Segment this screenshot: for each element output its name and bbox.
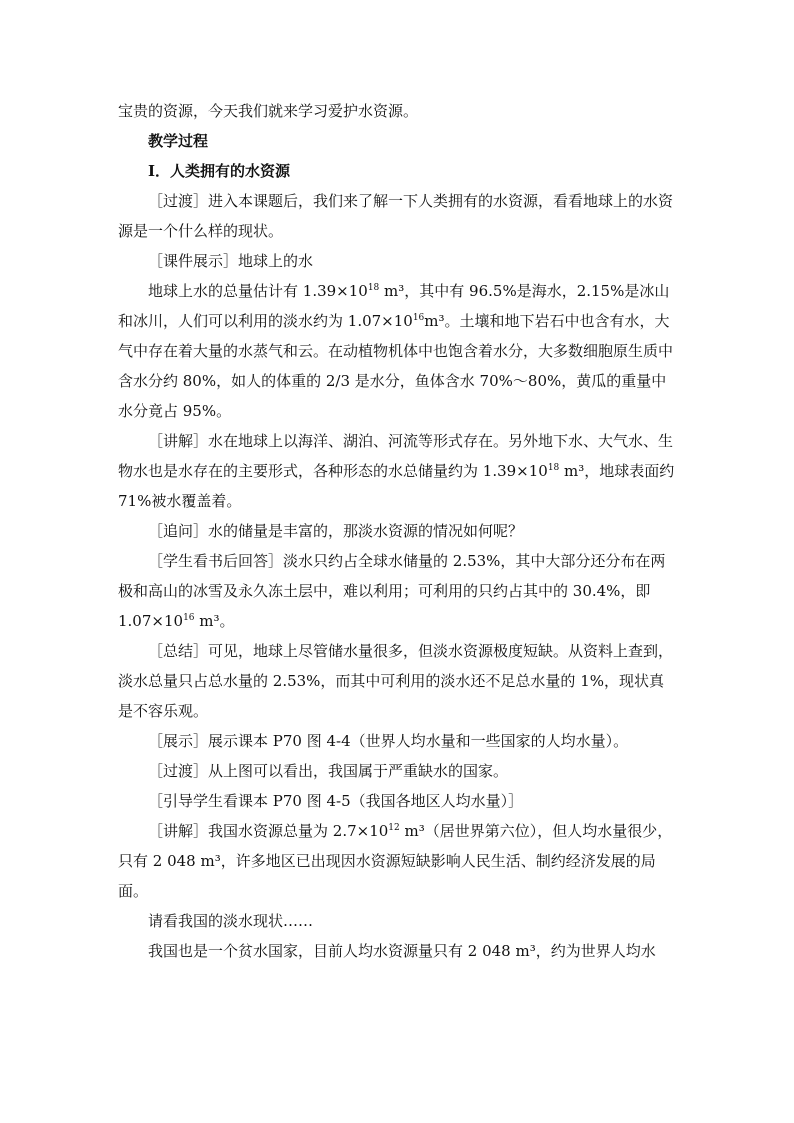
paragraph-earth-water: 地球上水的总量估计有 $1.39\times 10^{18}$ m³，其中有 96.5%是海水，2.15%是冰山和冰川，人们可以利用的淡水约为 $1.07\times 10^{16}m^3$。土壤和地下岩石中也含有水，大气中存在着大量的水蒸气和云。在动植物机体中也饱含着水分，大多数细胞原生质中含水分约 80%，如人的体重的 2/3 是水分，鱼体含水 70%～80%，黄瓜的重量中水分竟占 95%。 — [118, 282, 674, 420]
paragraph-china-status: 请看我国的淡水现状…… — [148, 912, 314, 930]
subsection-heading: Ⅰ．人类拥有的水资源 — [148, 162, 291, 180]
document-page — [118, 96, 676, 966]
paragraph-summary: ［总结］可见，地球上尽管储水量很多，但淡水资源极度短缺。从资料上查到，淡水总量只占总水量的 2.53%，而其中可利用的淡水还不足总水量的 1%，现状真是不容乐观。 — [118, 642, 674, 720]
paragraph-student-answer: ［学生看书后回答］淡水只约占全球水储量的 2.53%，其中大部分还分布在两极和高山的冰雪及永久冻土层中，难以利用；可利用的只约占其中的 30.4%，即 $1.07\times 10^{16}$ m³。 — [118, 552, 666, 630]
paragraph-guide: ［引导学生看课本 P70 图 4-5（我国各地区人均水量）］ — [148, 792, 524, 810]
paragraph-explanation: ［讲解］水在地球上以海洋、湖泊、河流等形式存在。另外地下水、大气水、生物水也是水存在的主要形式，各种形态的水总储量约为 $1.39\times 10^{18}$ m³，地球表面约 71%被水覆盖着。 — [118, 432, 675, 510]
section-heading: 教学过程 — [148, 132, 209, 150]
paragraph-question: ［追问］水的储量是丰富的，那淡水资源的情况如何呢？ — [148, 522, 524, 540]
paragraph-transition-2: ［过渡］从上图可以看出，我国属于严重缺水的国家。 — [148, 762, 509, 780]
paragraph-transition: ［过渡］进入本课题后，我们来了解一下人类拥有的水资源，看看地球上的水资源是一个什么样的现状。 — [118, 192, 674, 240]
paragraph-courseware: ［课件展示］地球上的水 — [148, 252, 314, 270]
paragraph-explanation-2: ［讲解］我国水资源总量为 $2.7\times 10^{12}$ m³（居世界第六位），但人均水量很少，只有 2 048 m³，许多地区已出现因水资源短缺影响人民生活、制约经济发展的局面。 — [118, 822, 673, 900]
paragraph-intro: 宝贵的资源，今天我们就来学习爱护水资源。 — [118, 102, 419, 120]
paragraph-display: ［展示］展示课本 P70 图 4-4（世界人均水量和一些国家的人均水量）。 — [148, 732, 629, 750]
paragraph-china-poverty: 我国也是一个贫水国家，目前人均水资源量只有 2 048 m³，约为世界人均水 — [148, 942, 656, 960]
